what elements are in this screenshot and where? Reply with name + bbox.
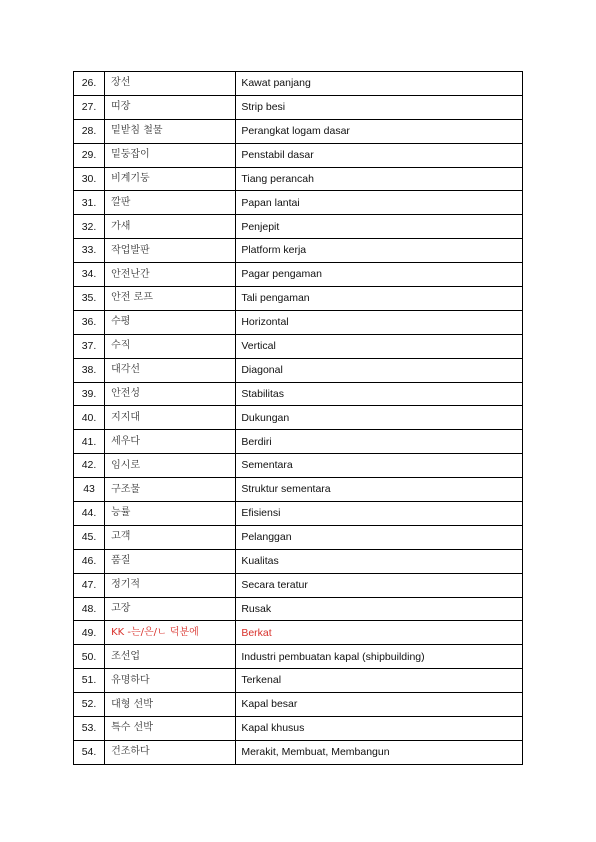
row-number-cell: 53. [74, 717, 105, 741]
row-number-cell: 48. [74, 597, 105, 621]
indonesian-translation-cell: Kawat panjang [236, 72, 523, 96]
table-row [74, 430, 523, 454]
korean-term-cell: 수평 [105, 310, 236, 334]
indonesian-translation-cell: Penstabil dasar [236, 143, 523, 167]
row-number-cell: 49. [74, 621, 105, 645]
table-row [74, 263, 523, 287]
korean-term-cell: 구조물 [105, 478, 236, 502]
table-row [74, 287, 523, 311]
korean-term-cell: 세우다 [105, 430, 236, 454]
indonesian-translation-cell: Diagonal [236, 358, 523, 382]
row-number-cell: 26. [74, 72, 105, 96]
korean-term-cell: 조선업 [105, 645, 236, 669]
korean-term-cell: 특수 선박 [105, 717, 236, 741]
indonesian-translation-cell: Sementara [236, 454, 523, 478]
korean-term-cell: 띠장 [105, 95, 236, 119]
indonesian-translation-cell: Pagar pengaman [236, 263, 523, 287]
korean-term-cell: 비계기둥 [105, 167, 236, 191]
korean-term-cell: KK -는/은/ㄴ 덕분에 [105, 621, 236, 645]
korean-term-cell: 지지대 [105, 406, 236, 430]
row-number-cell: 38. [74, 358, 105, 382]
korean-term-cell: 임시로 [105, 454, 236, 478]
indonesian-translation-cell: Pelanggan [236, 525, 523, 549]
table-row [74, 239, 523, 263]
korean-term-cell: 작업발판 [105, 239, 236, 263]
row-number-cell: 33. [74, 239, 105, 263]
indonesian-translation-cell: Secara teratur [236, 573, 523, 597]
korean-term-cell: 장선 [105, 72, 236, 96]
table-row [74, 95, 523, 119]
row-number-cell: 52. [74, 693, 105, 717]
table-row [74, 454, 523, 478]
korean-term-cell: 대각선 [105, 358, 236, 382]
indonesian-translation-cell: Berdiri [236, 430, 523, 454]
row-number-cell: 29. [74, 143, 105, 167]
korean-term-cell: 대형 선박 [105, 693, 236, 717]
row-number-cell: 41. [74, 430, 105, 454]
indonesian-translation-cell: Kapal khusus [236, 717, 523, 741]
indonesian-translation-cell: Tali pengaman [236, 287, 523, 311]
table-row [74, 143, 523, 167]
korean-term-cell: 수직 [105, 334, 236, 358]
indonesian-translation-cell: Platform kerja [236, 239, 523, 263]
row-number-cell: 45. [74, 525, 105, 549]
row-number-cell: 30. [74, 167, 105, 191]
table-row [74, 502, 523, 526]
table-row [74, 740, 523, 764]
table-row [74, 358, 523, 382]
row-number-cell: 37. [74, 334, 105, 358]
korean-term-cell: 가새 [105, 215, 236, 239]
table-row [74, 549, 523, 573]
indonesian-translation-cell: Penjepit [236, 215, 523, 239]
indonesian-translation-cell: Strip besi [236, 95, 523, 119]
indonesian-translation-cell: Rusak [236, 597, 523, 621]
korean-term-cell: 건조하다 [105, 740, 236, 764]
table-row [74, 717, 523, 741]
indonesian-translation-cell: Dukungan [236, 406, 523, 430]
row-number-cell: 35. [74, 287, 105, 311]
row-number-cell: 46. [74, 549, 105, 573]
table-row [74, 693, 523, 717]
row-number-cell: 39. [74, 382, 105, 406]
table-row [74, 645, 523, 669]
korean-term-cell: 밑받침 철물 [105, 119, 236, 143]
vocabulary-table-body [74, 72, 523, 765]
table-row [74, 191, 523, 215]
table-row [74, 119, 523, 143]
indonesian-translation-cell: Tiang perancah [236, 167, 523, 191]
indonesian-translation-cell: Vertical [236, 334, 523, 358]
table-row [74, 669, 523, 693]
row-number-cell: 40. [74, 406, 105, 430]
row-number-cell: 54. [74, 740, 105, 764]
table-row [74, 310, 523, 334]
table-row [74, 382, 523, 406]
table-row [74, 167, 523, 191]
row-number-cell: 47. [74, 573, 105, 597]
indonesian-translation-cell: Papan lantai [236, 191, 523, 215]
indonesian-translation-cell: Berkat [236, 621, 523, 645]
indonesian-translation-cell: Kualitas [236, 549, 523, 573]
row-number-cell: 42. [74, 454, 105, 478]
indonesian-translation-cell: Terkenal [236, 669, 523, 693]
korean-term-cell: 안전 로프 [105, 287, 236, 311]
korean-term-cell: 안전성 [105, 382, 236, 406]
vocabulary-table [73, 71, 523, 765]
row-number-cell: 28. [74, 119, 105, 143]
indonesian-translation-cell: Efisiensi [236, 502, 523, 526]
korean-term-cell: 유명하다 [105, 669, 236, 693]
table-row [74, 621, 523, 645]
indonesian-translation-cell: Industri pembuatan kapal (shipbuilding) [236, 645, 523, 669]
indonesian-translation-cell: Struktur sementara [236, 478, 523, 502]
indonesian-translation-cell: Horizontal [236, 310, 523, 334]
row-number-cell: 34. [74, 263, 105, 287]
indonesian-translation-cell: Perangkat logam dasar [236, 119, 523, 143]
korean-term-cell: 능률 [105, 502, 236, 526]
korean-term-cell: 품질 [105, 549, 236, 573]
korean-term-cell: 고장 [105, 597, 236, 621]
indonesian-translation-cell: Stabilitas [236, 382, 523, 406]
table-row [74, 215, 523, 239]
korean-term-cell: 고객 [105, 525, 236, 549]
table-row [74, 597, 523, 621]
row-number-cell: 32. [74, 215, 105, 239]
table-row [74, 72, 523, 96]
table-row [74, 406, 523, 430]
row-number-cell: 44. [74, 502, 105, 526]
row-number-cell: 36. [74, 310, 105, 334]
row-number-cell: 27. [74, 95, 105, 119]
row-number-cell: 43 [74, 478, 105, 502]
korean-term-cell: 깔판 [105, 191, 236, 215]
row-number-cell: 51. [74, 669, 105, 693]
korean-term-cell: 안전난간 [105, 263, 236, 287]
korean-term-cell: 정기적 [105, 573, 236, 597]
indonesian-translation-cell: Merakit, Membuat, Membangun [236, 740, 523, 764]
table-row [74, 334, 523, 358]
table-row [74, 525, 523, 549]
table-row [74, 573, 523, 597]
table-row [74, 478, 523, 502]
indonesian-translation-cell: Kapal besar [236, 693, 523, 717]
korean-term-cell: 밑둥잡이 [105, 143, 236, 167]
row-number-cell: 50. [74, 645, 105, 669]
row-number-cell: 31. [74, 191, 105, 215]
